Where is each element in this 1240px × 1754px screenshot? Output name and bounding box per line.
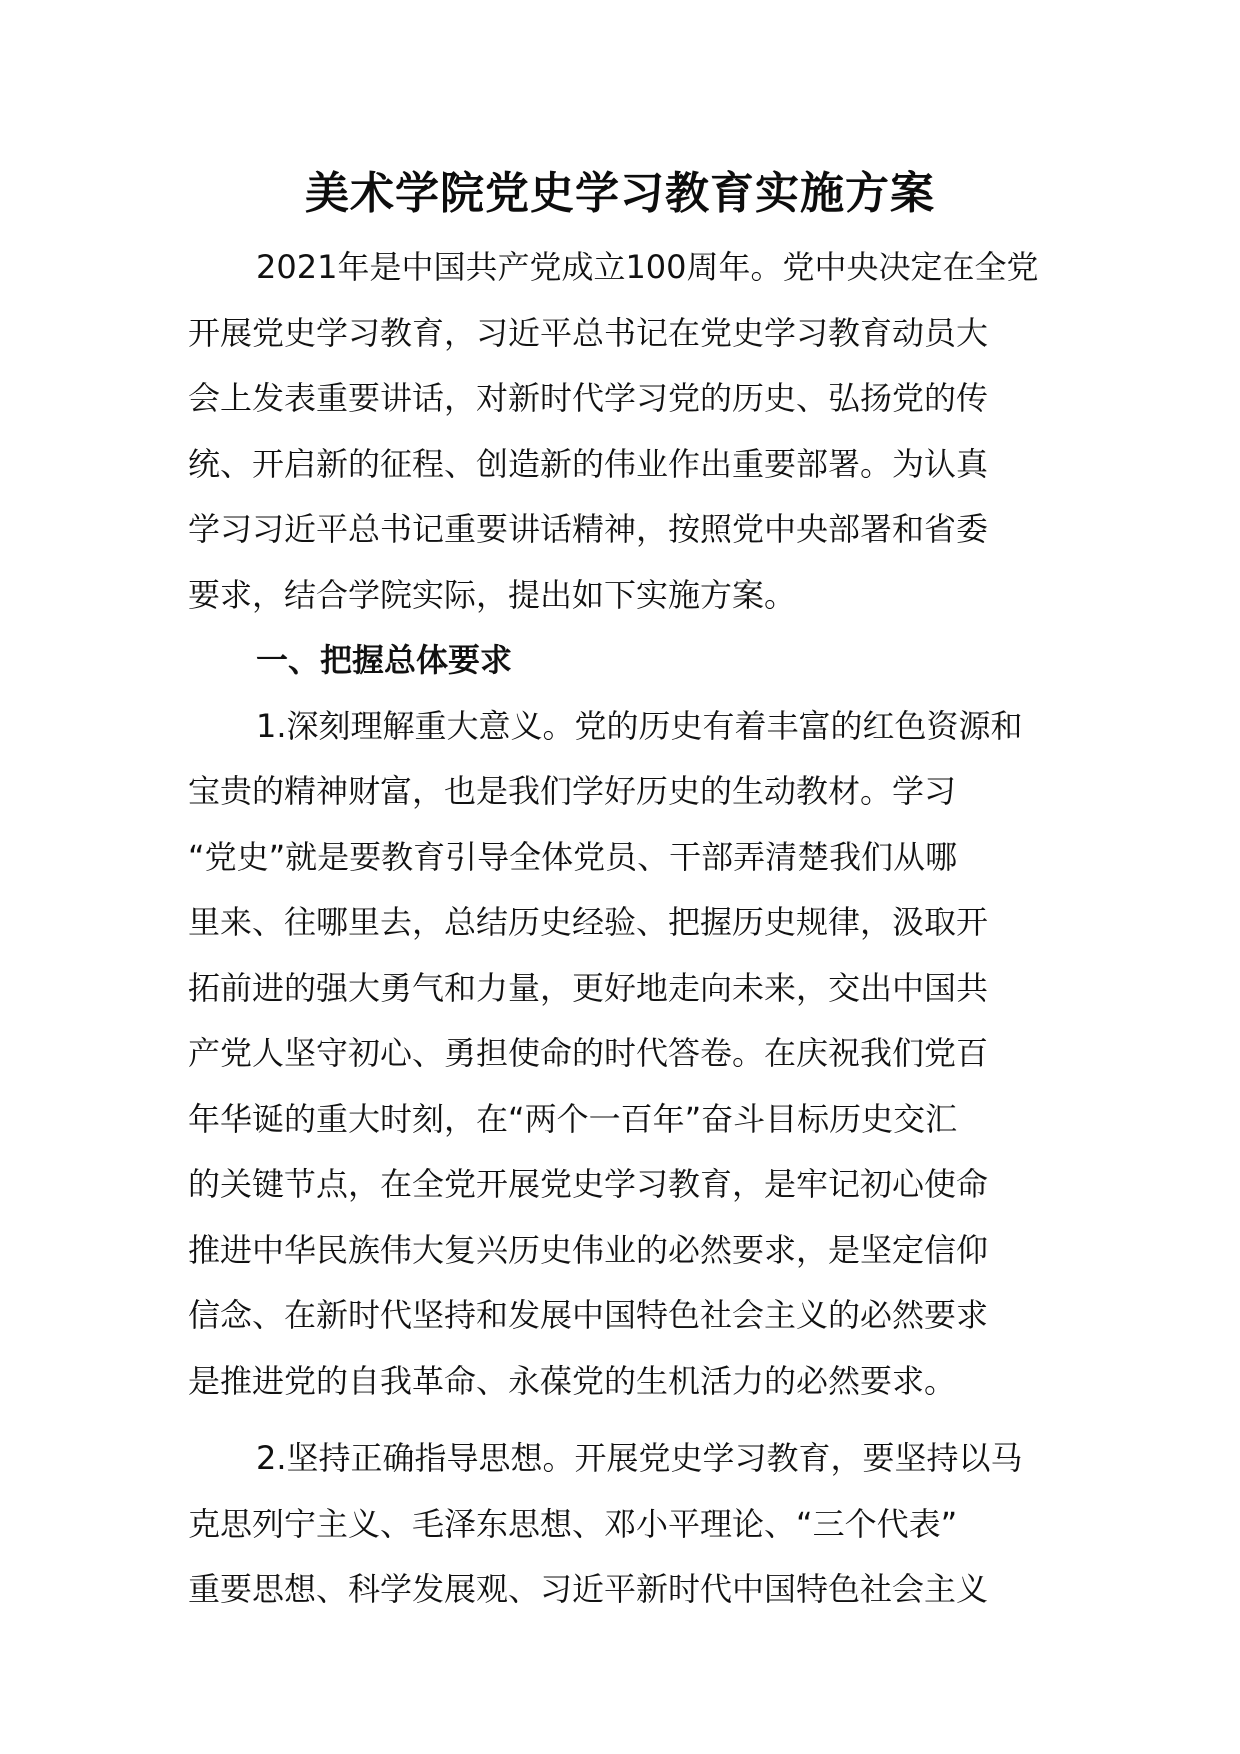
paragraph-line: 的关键节点，在全党开展党史学习教育，是牢记初心使命 — [188, 1165, 989, 1203]
paragraph-line: 宝贵的精神财富，也是我们学好历史的生动教材。学习 — [188, 772, 957, 810]
paragraph-line: 重要思想、科学发展观、习近平新时代中国特色社会主义 — [188, 1570, 989, 1608]
paragraph-line: 是推进党的自我革命、永葆党的生机活力的必然要求。 — [188, 1361, 957, 1400]
paragraph-line: 拓前进的强大勇气和力量，更好地走向未来，交出中国共 — [188, 968, 989, 1007]
paragraph-line: 克思列宁主义、毛泽东思想、邓小平理论、“三个代表” — [188, 1504, 958, 1543]
paragraph-line: 1.深刻理解重大意义。党的历史有着丰富的红色资源和 — [256, 706, 1023, 745]
section-heading: 一、把握总体要求 — [256, 641, 513, 679]
paragraph-line: 年华诞的重大时刻，在“两个一百年”奋斗目标历史交汇 — [188, 1099, 958, 1138]
paragraph-line: 里来、往哪里去，总结历史经验、把握历史规律，汲取开 — [188, 903, 989, 941]
paragraph-line: 2021年是中国共产党成立100周年。党中央决定在全党 — [256, 248, 1039, 286]
paragraph-line: 会上发表重要讲话，对新时代学习党的历史、弘扬党的传 — [188, 379, 989, 417]
paragraph-line: 产党人坚守初心、勇担使命的时代答卷。在庆祝我们党百 — [188, 1034, 989, 1072]
document-body — [188, 235, 1053, 1623]
paragraph-line: 2.坚持正确指导思想。开展党史学习教育，要坚持以马 — [256, 1439, 1023, 1477]
paragraph-line: 要求，结合学院实际，提出如下实施方案。 — [188, 575, 797, 614]
paragraph-line: 开展党史学习教育，习近平总书记在党史学习教育动员大 — [188, 313, 989, 352]
paragraph-line: “党史”就是要教育引导全体党员、干部弄清楚我们从哪 — [188, 837, 958, 876]
paragraph-line: 学习习近平总书记重要讲话精神，按照党中央部署和省委 — [188, 510, 989, 548]
paragraph-gap — [188, 1414, 1053, 1426]
paragraph-line: 推进中华民族伟大复兴历史伟业的必然要求，是坚定信仰 — [188, 1230, 989, 1269]
document-title: 美术学院党史学习教育实施方案 — [305, 168, 935, 219]
paragraph-line: 信念、在新时代坚持和发展中国特色社会主义的必然要求 — [188, 1296, 989, 1334]
paragraph-line: 统、开启新的征程、创造新的伟业作出重要部署。为认真 — [188, 444, 989, 483]
